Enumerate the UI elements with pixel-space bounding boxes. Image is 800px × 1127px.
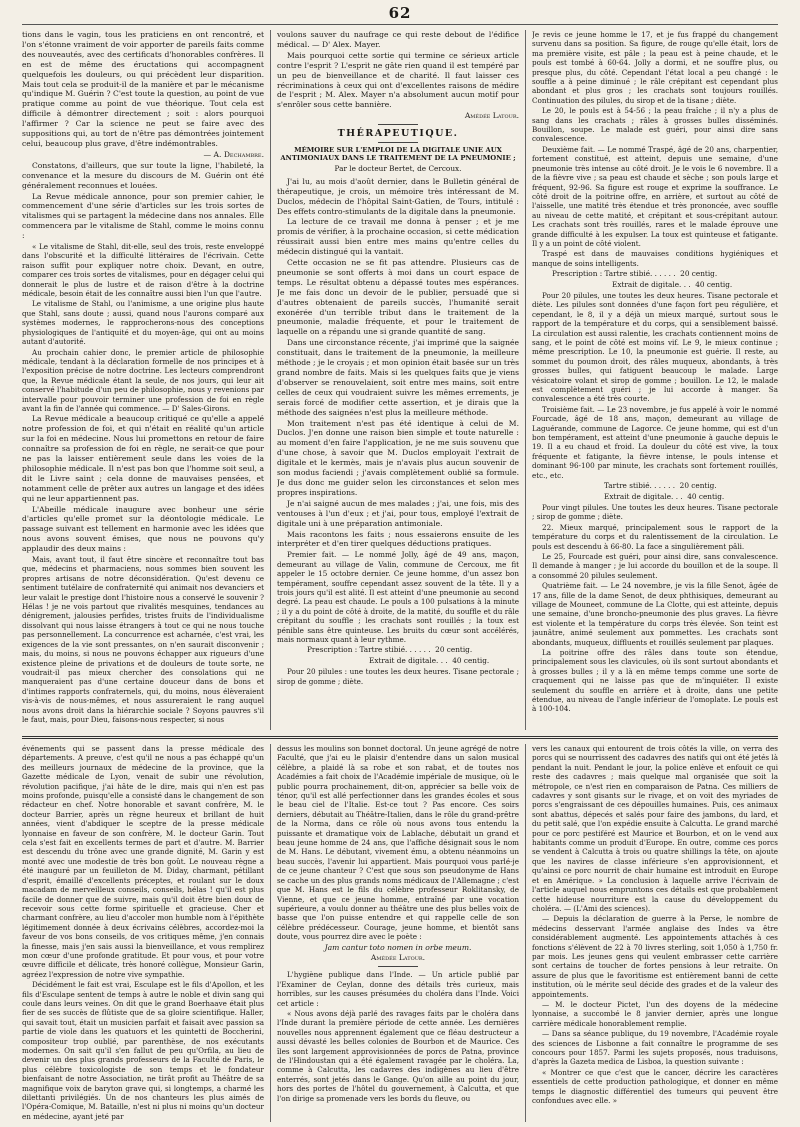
quote-paragraph: Au prochain cahier donc, le premier article de philosophie médicale, tendant à la déclaration formelle de nos principes et à l'exposition précise de notre doctrine. Les lecteurs comprendront que, la Revue médicale étant la seule, de nos jours, qui leur ait conservé l'habitude d'un peu de philosophie, nous y revenions par intervalle pour pouvoir terminer une profession de foi en règle avant la fin de l'année qui commence. — D' Sales-Girons. xyxy=(22,347,264,413)
section-title: THÉRAPEUTIQUE. xyxy=(337,128,459,140)
section-divider xyxy=(378,142,418,143)
case-paragraph: Troisième fait. — Le 23 novembre, je fus appelé à voir le nommé Fourcade, âgé de 18 ans, maçon, demeurant au village de Laguérande, commune de Lagorce. Ce jeune homme, qui est d'un bon tempérament, est atteint d'une pneumonie à gauche depuis le 19. Il a eu chaud et froid. La douleur du côté est vive, la toux fréquente et fatigante, la fièvre intense, le pouls intense et dominant 96-100 par minute, les crachats sont fortement rouillés, etc., etc. xyxy=(532,404,778,480)
feuilleton-column-1 xyxy=(22,744,264,1122)
prescription-line: Tartre stibié. . . . . . 20 centig. xyxy=(604,481,717,491)
signature: Amédée Latour. xyxy=(464,111,519,121)
paragraph: L'hygiène publique dans l'Inde. — Un article publié par l'Examiner de Ceylan, donne des détails très curieux, mais horribles, sur les causes présumées du choléra dans l'Inde. Voici cet article : xyxy=(277,970,519,1008)
paragraph: Mais racontons les faits ; nous essaierons ensuite de les interpréter et d'en tirer quelques déductions pratiques. xyxy=(277,529,519,549)
verse-quote: Jam cantur toto nomen in orbe meum. xyxy=(324,942,472,952)
case-paragraph: Quatrième fait. — Le 24 novembre, je vis la fille Senot, âgée de 17 ans, fille de la dame Senot, de deux phthisiques, demeurant au village de Mouneet, commune de La Clotte, qui est atteinte, depuis une semaine, d'une broncho-pneumonie des plus graves. La fièvre est violente et la température du corps très élevée. Son teint est jaunâtre, animé seulement aux pommettes. Les crachats sont abondants, muqueux, diffluents et rouillés seulement par plaques. xyxy=(532,581,778,647)
prescription-line: Extrait de digitale. . . 40 centig. xyxy=(604,492,725,501)
paragraph: — Dans sa séance publique, du 19 novembre, l'Académie royale des sciences de Lisbonne a fait connaître le programme de ses concours pour 1857. Parmi les sujets proposés, nous traduisons, d'après la Gazeta medica de Lisboa, la question suivante : xyxy=(532,1029,778,1067)
quote-paragraph: Le vitalisme de Stahl, ou l'animisme, a une origine plus haute que Stahl, sans doute ; aussi, quand nous l'aurons comparé aux systèmes modernes, le rapprocherons-nous des conceptions physiologiques de l'antiquité et du moyen-âge, qui ont au moins autant d'autorité. xyxy=(22,299,264,347)
paragraph: 22. Mieux marqué, principalement sous le rapport de la température du corps et du ralentissement de la circulation. Le pouls est descendu à 66-80. La face a singulièrement pâli. xyxy=(532,522,778,551)
header-rule xyxy=(22,24,778,25)
quote-paragraph: Mais, avant tout, il faut être sincère et reconnaître tout bas que, médecins et pharmaciens, nous sommes bien souvent les propres artisans de notre déconsidération. Qu'est devenu ce sentiment tutélaire de confraternité qui animait nos devanciers et leur valait le prestige dont l'histoire nous a conservé le souvenir ? Hélas ! je ne vois partout que rivalités mesquines, tendances au dénigrement, jalousies perfides, tristes fruits de l'individualisme dissolvant qui nous laisse étrangers à tout ce qui ne nous touche pas personnellement. La concurrence est acharnée, c'est vrai, les exigences de la vie sont pressantes, on n'en saurait disconvenir ; mais, du moins, si nous ne pouvons échapper aux rigueurs d'une existence pleine de privations et de douleurs de toute sorte, ne voudrait-il pas mieux chercher des consolations qui ne manqueraient pas d'une certaine douceur dans de bons et d'intimes rapports confraternels, qui, du moins, nous élèveraient vis-à-vis de nous-mêmes, et nous assureraient le rang auquel nous avons droit dans la hiérarchie sociale ? Soyons pauvres s'il le faut, mais, pour Dieu, faisons-nous respecter, si nous xyxy=(22,555,264,724)
quote-paragraph: « Montrer ce que c'est que le cancer, décrire les caractères essentiels de cette production pathologique, et donner en même temps le diagnostic différentiel des tumeurs qui peuvent être confondues avec elle. » xyxy=(532,1067,778,1106)
signature: Amédée Latour. xyxy=(370,953,426,963)
paragraph: Je revis ce jeune homme le 17, et je fus frappé du changement survenu dans sa position. Sa figure, de rouge qu'elle était, lors de ma première visite, est pâle ; la peau est à peine chaude, et le pouls est tombé à 60-64. Jolly a dormi, et ne souffre plus, ou presque plus, du côté. Cependant l'état local a peu changé : le souffle a à peine diminué ; le râle crépitant est cependant plus abondant et plus gros ; les crachats sont toujours rouillés. Continuation des pilules, du sirop et de la tisane ; diète. xyxy=(532,30,778,105)
quote-paragraph: « Le vitalisme de Stahl, dit-elle, seul des trois, reste enveloppé dans l'obscurité et la difficulté littéraires de l'écrivain. Cette raison suffit pour expliquer notre choix. Devant, en outre, comparer ces trois sortes de vitalismes, pour en dégager celui qui donnerait le plus de lustre et de raison d'être à la doctrine médicale, besoin était de les connaître aussi bien l'un que l'autre. xyxy=(22,242,264,299)
section-divider xyxy=(378,124,418,125)
paragraph: Je n'ai saigné aucun de mes malades ; j'ai, une fois, mis des ventouses à l'un d'eux ; et j'ai, pour tous, employé l'extrait de digitale uni à une préparation antimoniale. xyxy=(277,498,519,528)
signature: — A. Dechambre. xyxy=(203,149,264,159)
paragraph: vers les canaux qui entourent de trois côtés la ville, on verra des porcs qui se nourrissent des cadavres des natifs qui ont été jetés là pendant la nuit. Pendant le jour, la police enlève et enfouit ce qui reste des cadavres ; mais quelque mal organisée que soit la métropole, ce n'est rien en comparaison de Patna. Ces milliers de cadavres y sont gisants sur le rivage, et on voit des myriades de porcs s'engraissant de ces dépouilles humaines. Puis, ces animaux sont abattus, dépecés et salés pour faire des jambons, du lard, et du petit salé, que l'on expédie ensuite à Calcutta. Le grand marché pour ce porc pestiféré est Maurice et Bourbon, et on le vend aux habitants comme un produit d'Europe. En outre, comme ces porcs se vendent à Calcutta à trois ou quatre shillings la tête, on ajoute que les navires de classe inférieure s'en approvisionnent, et qu'ainsi ce porc nourrit de chair humaine est introduit en Europe et en Amérique. » La conclusion à laquelle arrive l'écrivain de l'article auquel nous empruntons ces détails est que probablement cette hideuse nourriture est la cause du développement du choléra. — (L'Ami des sciences). xyxy=(532,744,778,913)
prescription-line: Extrait de digitale. . . 40 centig. xyxy=(369,656,490,666)
paragraph: La Revue médicale a beaucoup critiqué ce qu'elle a appelé notre profession de foi, et qui n'était en réalité qu'un article sur la foi en médecine. Nous lui promettons en retour de faire connaître sa profession de foi en règle, ne serait-ce que pour ne pas la laisser entièrement seule dans les voies de la philosophie médicale. Il n'est pas bon que l'homme soit seul, a dit le Livre saint ; cela donne de mauvaises pensées, et notamment celle de prêter aux autres un langage et des idées qui ne leur appartiennent pas. xyxy=(22,414,264,503)
paragraph: Traspé est dans de mauvaises conditions hygiéniques et manque de soins intelligents. xyxy=(532,249,778,268)
quote-paragraph: « Nous avons déjà parlé des ravages faits par le choléra dans l'Inde durant la première période de cette année. Les dernières nouvelles nous apprennent également que ce fléau destructeur a aussi dévasté les belles colonies de Bourbon et de Maurice. Ces îles sont largement approvisionnées de porcs de Patna, province de l'Hindoustan qui a été également ravagée par le choléra. La, comme à Calcutta, les cadavres des indigènes au lieu d'être enterrés, sont jetés dans le Gange. Qu'on aille au point du jour, hors des portes de l'hôtel du gouvernement, à Calcutta, et que l'on dirige sa promenade vers les bords du fleuve, ou xyxy=(277,1008,519,1103)
page-number: 62 xyxy=(388,4,412,22)
paragraph: dessus les moulins son bonnet doctoral. Un jeune agrégé de notre Faculté, que j'ai eu le plaisir d'entendre dans un salon musical célèbre, a plaidé là sa robe et son rabat, et de toutes nos Académies a fait choix de l'Académie impériale de musique, où le public pourra prochainement, dit-on, apprécier sa belle voix de ténor, qu'il est allé perfectionner dans les grandes écoles et sous le beau ciel de l'Italie. Est-ce tout ? Pas encore. Ces soirs derniers, débutait au Théâtre-Italien, dans le rôle du grand-prêtre de la Norma, dans ce rôle où nous avons tous entendu la puissante et dramatique voix de Lablache, débutait un grand et beau jeune homme de 24 ans, que l'affiche désignait sous le nom de M. Hans. Le débutant, vivement ému, a obtenu néanmoins un beau succès, l'avenir lui appartient. Mais pourquoi vous parlé-je de ce jeune chanteur ? C'est que sous son pseudonyme de Hans se cache un des plus grands noms médicaux de l'Allemagne ; c'est que M. Hans est le fils du célèbre professeur Roklitansky, de Vienne, et que ce jeune homme, entraîné par une vocation supérieure, a voulu donner au théâtre une des plus belles voix de basse que l'on puisse entendre et qui rappelle celle de son célèbre prédécesseur. Courage, jeune homme, et bientôt sans doute, vous pourrez dire avec le poète : xyxy=(277,744,519,942)
feuilleton-column-2 xyxy=(277,744,519,1122)
byline: Par le docteur Bertet, de Cercoux. xyxy=(334,163,462,173)
column-2 xyxy=(277,30,519,730)
paragraph: voulons sauver du naufrage ce qui reste debout de l'édifice médical. — D' Alex. Mayer. xyxy=(277,30,519,49)
article-title: MÉMOIRE SUR L'EMPLOI DE LA DIGITALE UNIE AUX ANTIMONIAUX DANS LE TRAITEMENT DE LA PNEUMONIE ; xyxy=(280,146,516,163)
paragraph: Décidément le fait est vrai, Esculape est le fils d'Apollon, et les fils d'Esculape sentent de temps à autre le noble et divin sang qui coule dans leurs veines. On dit que le grand Boerhaave était plus fier de ses succès de flûtiste que de sa gloire scientifique. Haller, qui savait tout, était un musicien parfait et faisait avec passion sa partie de viole dans les quatuors et les quintetti de Boccherini, compositeur trop oublié, par parenthèse, de nos exécutants modernes. On sait qu'il s'en fallut de peu qu'Orfila, au lieu de devenir un des plus grands professeurs de la Faculté de Paris, le plus célèbre toxicologiste de son temps et le fondateur bienfaisant de notre Association, ne tirât profit au Théâtre de sa magnifique voix de baryton grave qui, si longtemps, a charmé les dilettanti privilégiés. Un de nos chanteurs les plus aimés de l'Opéra-Comique, M. Bataille, n'est ni plus ni moins qu'un docteur en médecine, ayant jeté par xyxy=(22,980,264,1121)
section-divider xyxy=(378,966,418,967)
paragraph: Cette occasion ne se fit pas attendre. Plusieurs cas de pneumonie se sont offerts à moi dans un court espace de temps. Le résultat obtenu a dépassé toutes mes espérances. Je me fais donc un devoir de le publier, persuadé que si d'autres obtenaient de pareils succès, l'humanité serait exonérée d'un terrible tribut dans le traitement de la pneumonie, maladie fréquente, et pour le traitement de laquelle on a répandu une si grande quantité de sang. xyxy=(277,258,519,337)
paragraph: L'Abeille médicale inaugure avec bonheur une série d'articles qu'elle promet sur la déontologie médicale. Le passage suivant est tellement en harmonie avec les idées que nous avons souvent émises, que nous ne pouvons qu'y applaudir des deux mains : xyxy=(22,504,264,554)
paragraph: événements qui se passent dans la presse médicale des départements. A preuve, c'est qu'il ne nous a pas échappé qu'un des meilleurs journaux de médecine de la province, que la Gazette médicale de Lyon, venait de subir une révolution, révolution pacifique, j'ai hâte de le dire, mais qui n'en est pas moins profonde, puisqu'elle a consisté dans le changement de son rédacteur en chef. Notre honorable et savant confrère, M. le docteur Barrier, après un règne heureux et brillant de huit années, vient d'abdiquer le sceptre de la presse médicale lyonnaise en faveur de son confrère, M. le docteur Garin. Tout cela s'est fait en excellents termes de part et d'autre. M. Barrier est descendu du trône avec une grande dignité, M. Garin y est monté avec une modestie de très bon goût. Le nouveau règne a été inauguré par un feuilleton de M. Diday, charmant, pétillant d'esprit, émaillé d'excellents préceptes, et roulant sur le doux macadam de merveilleux conseils, conseils, hélas ! qu'il est plus facile de donner que de suivre, mais qu'il doit être bien doux de recevoir sous cette forme spirituelle et gracieuse. Cher et charmant confrère, au lieu d'accoler mon humble nom à l'épithète légitimement donnée à deux écrivains célèbres, accordez-moi la faveur de vos bons conseils, de vos critiques même, j'en connais la finesse, mais j'en sais aussi la bienveillance, et vous remplirez mon cœur d'une profonde gratitude. Et pour vous, et pour votre œuvre difficile et délicate, très honoré collègue, Monsieur Garin, agréez l'expression de notre vive sympathie. xyxy=(22,744,264,979)
paragraph: tions dans le vagin, tous les praticiens en ont rencontré, et l'on s'étonne vraiment de voir apporter de pareils faits comme des nouveautés, avec des certificats d'honorables confrères. Il en est de même des éructations qui accompagnent quelquefois les douleurs, ou qui précèdent leur disparition. Mais tout cela se produit-il de la manière et par le mécanisme qu'indique M. Guérin ? C'est toute la question, au point de vue pratique comme au point de vue théorique. Tout cela est difficile à démontrer directement ; soit : alors pourquoi l'affirmer ? Car la science ne peut se faire avec des suppositions qui, au tort de n'être pas démontrées jointement celui, beaucoup plus grave, d'être indémontrables. xyxy=(22,30,264,148)
paragraph: La lecture de ce travail me donna à penser ; et je me promis de vérifier, à la prochaine occasion, si cette médication réussirait aussi bien entre mes mains qu'entre celles du médecin distingué qui la vantait. xyxy=(277,217,519,257)
feuilleton-column-3 xyxy=(532,744,778,1122)
paragraph: Mon traitement n'est pas été identique à celui de M. Duclos. J'en donne une raison bien simple et toute naturelle : au moment d'en faire l'application, je ne me suis souvenu que d'une chose, à savoir que M. Duclos employait l'extrait de digitale et le kermès, mais je n'avais plus aucun souvenir de son modus faciendi ; j'avais complètement oublié sa formule. Je dus donc me guider selon les circonstances et selon mes propres inspirations. xyxy=(277,418,519,497)
paragraph: Pour vingt pilules. Une toutes les deux heures. Tisane pectorale ; sirop de gomme ; diète. xyxy=(532,502,778,522)
column-3 xyxy=(532,30,778,730)
case-paragraph: Deuxième fait. — Le nommé Traspé, âgé de 20 ans, charpentier, fortement constitué, est atteint, depuis une semaine, d'une pneumonie très intense au côté droit. Je le vois le 6 novembre. Il a de la fièvre vive ; sa peau est chaude et sèche ; son pouls large et fréquent, 92-96. Sa figure est rouge et exprime la souffrance. Le côté droit de la poitrine offre, en arrière, et surtout au côté de l'aisselle, une matité très étendue et très prononcée, avec souffle au niveau de cette matité, et crépitant et sous-crépitant autour. Les crachats sont très rouillés, rares et le malade éprouve une grande difficulté à les expulser. La toux est quinteuse et fatigante. Il y a un point de côté violent. xyxy=(532,144,778,248)
column-divider xyxy=(525,744,526,1122)
column-divider xyxy=(525,30,526,730)
feuilleton-rule xyxy=(22,736,778,739)
paragraph: Le 25, Fourcade est guéri, pour ainsi dire, sans convalescence. Il demande à manger ; je lui accorde du bouillon et de la soupe. Il a consommé 20 pilules seulement. xyxy=(532,551,778,580)
column-divider xyxy=(270,30,271,730)
paragraph: — M. le docteur Pictet, l'un des doyens de la médecine lyonnaise, a succombé le 8 janvier dernier, après une longue carrière médicale honorablement remplie. xyxy=(532,999,778,1028)
prescription-line: Prescription : Tartre stibié. . . . . . 20 centig. xyxy=(552,269,718,279)
paragraph: Le 20, le pouls est à 54-56 ; la peau fraîche ; il n'y a plus de sang dans les crachats ; râles à grosses bulles disséminés. Bouillon, soupe. Le malade est guéri, pour ainsi dire sans convalescence. xyxy=(532,106,778,144)
paragraph: La Revue médicale annonce, pour son premier cahier, le commencement d'une série d'articles sur les trois sortes de vitalismes qui se partagent la médecine dans nos annales. Elle commencera par le vitalisme de Stahl, comme le moins connu : xyxy=(22,191,264,241)
paragraph: Pour 20 pilules : une toutes les deux heures. Tisane pectorale ; sirop de gomme ; diète. xyxy=(277,667,519,686)
column-1 xyxy=(22,30,264,730)
case-paragraph: Premier fait. — Le nommé Jolly, âgé de 49 ans, maçon, demeurant au village de Valin, commune de Cercoux, me fit appeler le 15 octobre dernier. Ce jeune homme, d'un assez bon tempérament, souffre cependant assez souvent de la tête. Il y a trois jours qu'il est alité. Il est atteint d'une pneumonie au second degré. La peau est chaude. Le pouls a 100 pulsations à la minute ; il y a du point de côté à droite, de la matité, du souffle et du râle crépitant du souffle ; les crachats sont rouillés ; la toux est pénible sans être quinteuse. Les bruits du cœur sont accélérés, mais normaux quant à leur rythme. xyxy=(277,550,519,644)
paragraph: J'ai lu, au mois d'août dernier, dans le Bulletin général de thérapeutique, je crois, un mémoire très intéressant de M. Duclos, médecin de l'hôpital Saint-Gatien, de Tours, intitulé : Des effets contro-stimulants de la digitale dans la pneumonie. xyxy=(277,176,519,216)
prescription-line: Extrait de digitale. . . 40 centig. xyxy=(612,280,733,290)
prescription-line: Prescription : Tartre stibié. . . . . . 20 centig. xyxy=(307,645,473,655)
paragraph: Mais pourquoi cette sortie qui termine ce sérieux article contre l'esprit ? L'esprit ne gâte rien quand il est tempéré par un peu de bienveillance et de charité. Il faut laisser ces récriminations à ceux qui ont d'excellentes raisons de médire de l'esprit ; M. Alex. Mayer n'a absolument aucun motif pour s'enrôler sous cette bannière. xyxy=(277,50,519,110)
paragraph: La poitrine offre des râles dans toute son étendue, principalement sous les clavicules, où ils sont surtout abondants et à grosses bulles ; il y a là en même temps comme une sorte de craquement qui ne laisse pas que de m'inquiéter. Il existe seulement du souffle en arrière et à droite, dans une petite étendue, au niveau de l'angle inférieur de l'omoplate. Le pouls est à 100-104. xyxy=(532,648,778,714)
paragraph: — Depuis la déclaration de guerre à la Perse, le nombre de médecins desservant l'armée anglaise des Indes va être considérablement augmenté. Les appointements attachés à ces fonctions s'élèvent de 22 à 70 livres sterling, soit 1,050 à 1,750 fr. par mois. Les jeunes gens qui veulent embrasser cette carrière sont certains de toucher de fortes pensions à leur retraite. On assure de plus que le favoritisme est entièrement banni de cette institution, où le mérite seul décide des grades et de la valeur des appointements. xyxy=(532,914,778,999)
paragraph: Constatons, d'ailleurs, que sur toute la ligne, l'habileté, la convenance et la mesure du discours de M. Guérin ont été généralement reconnues et louées. xyxy=(22,160,264,190)
paragraph: Pour 20 pilules, une toutes les deux heures. Tisane pectorale et diète. Les pilules sont données d'une façon fort peu régulière, et cependant, le 8, il y a déjà un mieux marqué, surtout sous le rapport de la température et du corps, qui a sensiblement baissé. La circulation est aussi ralentie, les crachats contiennent moins de sang, et le point de côté est moins vif. Le 9, le mieux continue ; même prescription. Le 10, la pneumonie est guérie. Il reste, au sommet du poumon droit, des râles muqueux, abondants, à très grosses bulles, qui fatiguent beaucoup le malade. Large vésicatoire volant et sirop de gomme ; bouillon. Le 12, le malade est complètement guéri ; je lui accorde à manger. Sa convalescence a été très courte. xyxy=(532,290,778,404)
paragraph: Dans une circonstance récente, j'ai imprimé que la saignée constituait, dans le traitement de la pneumonie, la meilleure méthode ; je le croyais ; et mon opinion était basée sur un très grand nombre de faits. Mais si les quelques faits que je viens d'observer se renouvelaient, soit entre mes mains, soit entre celles de ceux qui voudraient suivre les mêmes errements, je serais forcé de modifier cette assertion, et je dirais que la méthode des saignées n'est plus la meilleure méthode. xyxy=(277,338,519,417)
column-divider xyxy=(270,744,271,1122)
